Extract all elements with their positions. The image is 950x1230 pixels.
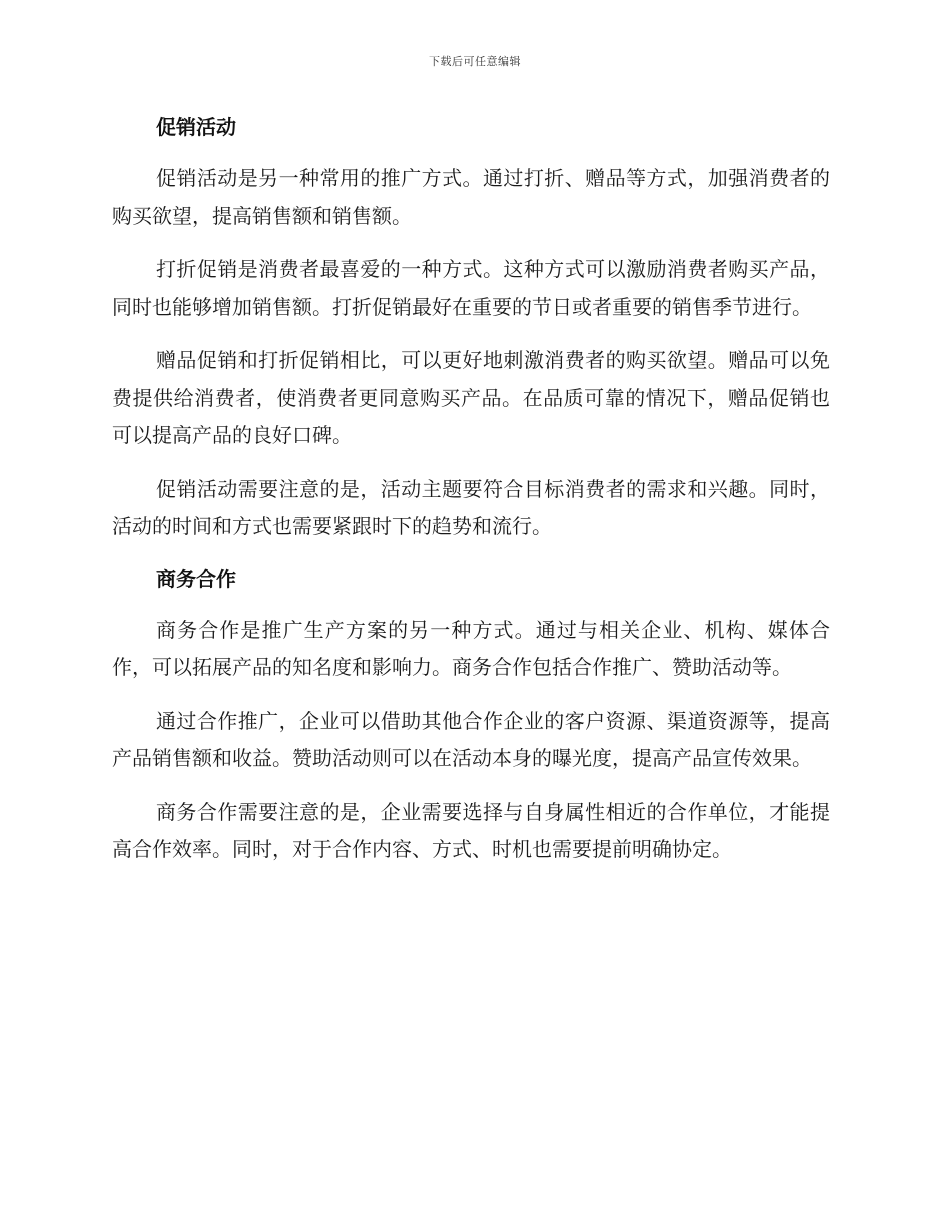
paragraph: 促销活动是另一种常用的推广方式。通过打折、赠品等方式，加强消费者的购买欲望，提高销售额和销售额。 (112, 166, 830, 228)
section-title: 商务合作 (156, 566, 236, 591)
paragraph: 打折促销是消费者最喜爱的一种方式。这种方式可以激励消费者购买产品，同时也能够增加销售额。打折促销最好在重要的节日或者重要的销售季节进行。 (112, 257, 830, 319)
paragraph: 商务合作需要注意的是，企业需要选择与自身属性相近的合作单位，才能提高合作效率。同时，对于合作内容、方式、时机也需要提前明确协定。 (112, 799, 830, 861)
paragraph: 商务合作是推广生产方案的另一种方式。通过与相关企业、机构、媒体合作，可以拓展产品的知名度和影响力。商务合作包括合作推广、赞助活动等。 (112, 617, 830, 679)
paragraph: 促销活动需要注意的是，活动主题要符合目标消费者的需求和兴趣。同时，活动的时间和方式也需要紧跟时下的趋势和流行。 (112, 476, 830, 538)
page-header: 下载后可任意编辑 (429, 55, 521, 68)
section-promotion (112, 110, 830, 546)
paragraph: 赠品促销和打折促销相比，可以更好地刺激消费者的购买欲望。赠品可以免费提供给消费者，使消费者更同意购买产品。在品质可靠的情况下，赠品促销也可以提高产品的良好口碑。 (112, 348, 830, 447)
section-title: 促销活动 (156, 115, 236, 139)
section-business-cooperation (112, 562, 830, 869)
paragraph: 通过合作推广，企业可以借助其他合作企业的客户资源、渠道资源等，提高产品销售额和收益。赞助活动则可以在活动本身的曝光度，提高产品宣传效果。 (112, 708, 830, 770)
document-body (112, 110, 830, 885)
